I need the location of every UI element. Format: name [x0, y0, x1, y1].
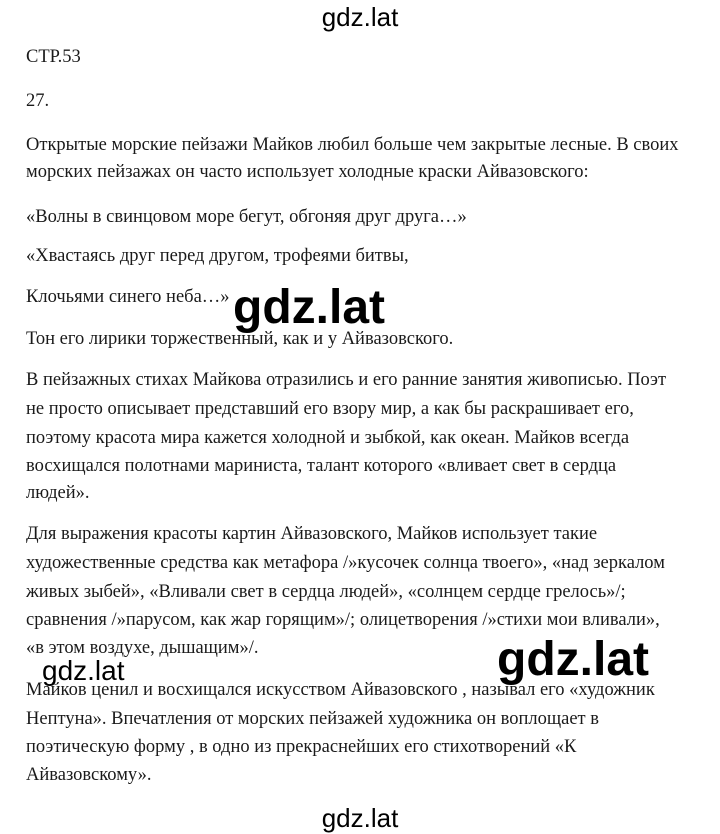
paragraph-line: людей».	[26, 483, 90, 503]
paragraph-line: морских пейзажах он часто использует холодные краски Айвазовского:	[26, 162, 589, 182]
paragraph-line: Айвазовскому».	[26, 765, 152, 785]
paragraph-line: Майков ценил и восхищался искусством Айвазовского , называл его «художник	[26, 680, 655, 700]
paragraph-line: не просто описывает представший его взору мир, а как бы раскрашивает его,	[26, 399, 634, 419]
paragraph-line: «в этом воздухе, дышащим»/.	[26, 638, 259, 658]
watermark-bottom: gdz.lat	[321, 803, 399, 833]
quote-line: «Волны в свинцовом море бегут, обгоняя друг друга…»	[26, 207, 467, 227]
watermark-top: gdz.lat	[321, 2, 399, 32]
quote-line: «Хвастаясь друг перед другом, трофеями битвы,	[26, 246, 409, 266]
paragraph-line: восхищался полотнами мариниста, талант которого «вливает свет в сердца	[26, 456, 617, 476]
paragraph-line: поэтому красота мира кажется холодной и зыбкой, как океан. Майков всегда	[26, 428, 630, 448]
watermark-center: gdz.lat	[233, 281, 385, 334]
watermark-left: gdz.lat	[42, 655, 125, 686]
paragraph-line: сравнения /»парусом, как жар горящим»/; олицетворения /»стихи мои вливали»,	[26, 610, 660, 630]
exercise-number: 27.	[26, 91, 50, 111]
page-reference: СТР.53	[26, 47, 81, 67]
quote-line: Клочьями синего неба…»	[26, 287, 230, 307]
paragraph-line: Открытые морские пейзажи Майков любил больше чем закрытые лесные. В своих	[26, 135, 679, 155]
paragraph-line: художественные средства как метафора /»кусочек солнца твоего», «над зеркалом	[26, 553, 665, 573]
paragraph-line: В пейзажных стихах Майкова отразились и его ранние занятия живописью. Поэт	[26, 370, 667, 390]
paragraph-line: живых зыбей», «Вливали свет в сердца людей», «солнцем сердце грелось»/;	[26, 582, 626, 602]
paragraph-line: поэтическую форму , в одно из прекраснейших его стихотворений «К	[26, 737, 577, 757]
watermark-right: gdz.lat	[497, 633, 649, 686]
paragraph-line: Тон его лирики торжественный, как и у Айвазовского.	[26, 329, 454, 349]
paragraph-line: Нептуна». Впечатления от морских пейзажей художника он воплощает в	[26, 709, 599, 729]
paragraph-line: Для выражения красоты картин Айвазовского, Майков использует такие	[26, 524, 598, 544]
